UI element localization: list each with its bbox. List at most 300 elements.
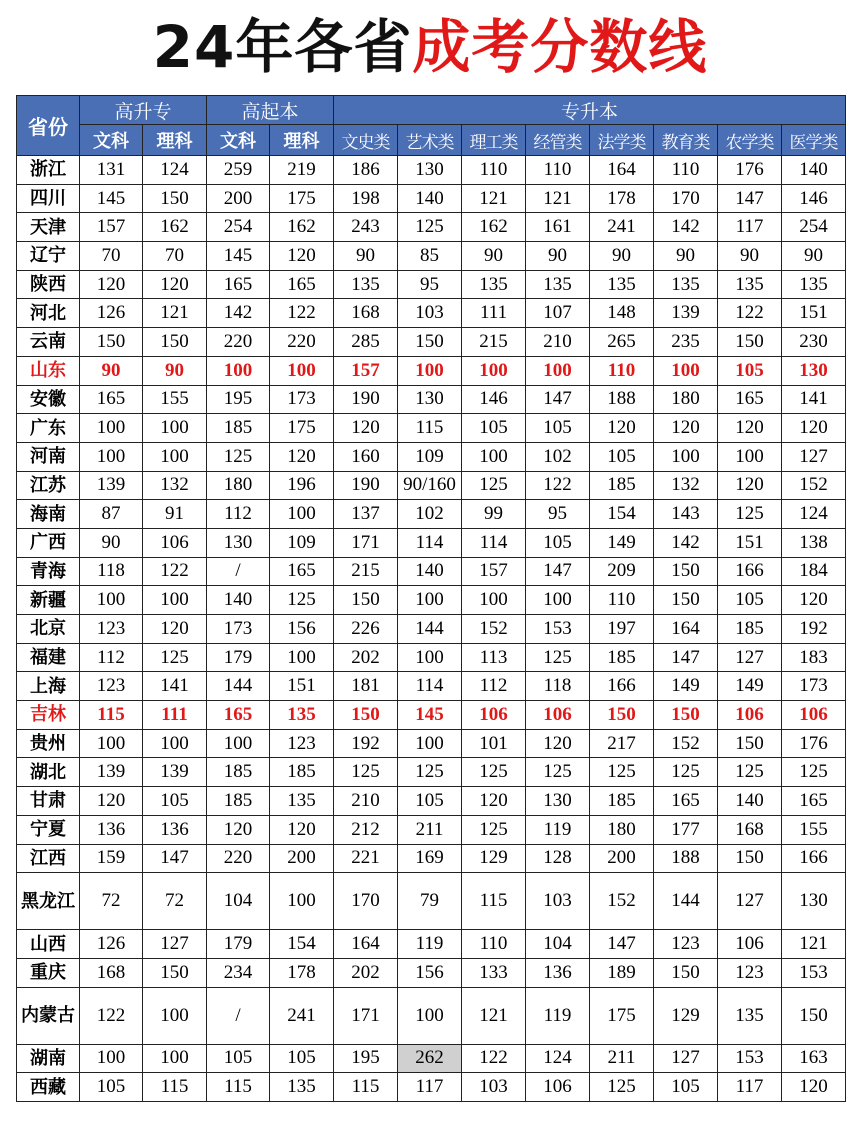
score-cell: 123 <box>80 672 143 701</box>
column-header: 文科 <box>207 125 270 156</box>
score-cell: 178 <box>590 184 654 213</box>
score-cell: 111 <box>143 701 207 730</box>
score-cell: 117 <box>718 1073 782 1102</box>
province-cell: 陕西 <box>17 270 80 299</box>
score-cell: 195 <box>207 385 270 414</box>
score-cell: 100 <box>398 643 462 672</box>
table-row <box>17 844 846 873</box>
score-cell: 262 <box>398 1044 462 1073</box>
score-cell: 220 <box>207 328 270 357</box>
score-cell: 144 <box>654 873 718 930</box>
score-cell: 163 <box>782 1044 846 1073</box>
score-cell: 100 <box>143 1044 207 1073</box>
score-cell: 124 <box>782 500 846 529</box>
score-cell: 141 <box>143 672 207 701</box>
score-cell: 106 <box>143 528 207 557</box>
score-cell: 215 <box>462 328 526 357</box>
score-cell: 125 <box>270 586 334 615</box>
province-cell: 福建 <box>17 643 80 672</box>
score-cell: 145 <box>398 701 462 730</box>
score-cell: 150 <box>718 328 782 357</box>
score-cell: / <box>207 557 270 586</box>
score-cell: 140 <box>398 557 462 586</box>
score-table <box>16 95 846 1102</box>
score-cell: 125 <box>462 471 526 500</box>
score-cell: 72 <box>80 873 143 930</box>
score-cell: 135 <box>270 701 334 730</box>
score-cell: 241 <box>270 987 334 1044</box>
score-cell: 120 <box>207 815 270 844</box>
score-cell: 151 <box>718 528 782 557</box>
score-cell: 100 <box>207 729 270 758</box>
title-part-2: 成考分数线 <box>412 13 708 81</box>
score-cell: 120 <box>654 414 718 443</box>
score-cell: 100 <box>270 500 334 529</box>
table-row <box>17 643 846 672</box>
score-cell: 166 <box>590 672 654 701</box>
score-cell: 148 <box>590 299 654 328</box>
score-cell: 105 <box>526 528 590 557</box>
score-cell: 70 <box>143 242 207 271</box>
score-cell: 180 <box>207 471 270 500</box>
score-cell: 180 <box>654 385 718 414</box>
score-cell: 103 <box>398 299 462 328</box>
score-cell: 149 <box>590 528 654 557</box>
score-cell: 211 <box>398 815 462 844</box>
score-cell: 125 <box>462 758 526 787</box>
score-cell: 157 <box>334 356 398 385</box>
score-cell: 130 <box>398 385 462 414</box>
score-cell: 90/160 <box>398 471 462 500</box>
score-cell: 185 <box>718 615 782 644</box>
score-cell: 125 <box>718 758 782 787</box>
column-header: 理工类 <box>462 125 526 156</box>
province-cell: 河北 <box>17 299 80 328</box>
score-cell: 149 <box>718 672 782 701</box>
score-cell: 144 <box>398 615 462 644</box>
score-cell: 118 <box>80 557 143 586</box>
score-cell: 100 <box>462 356 526 385</box>
score-cell: 90 <box>462 242 526 271</box>
score-cell: 142 <box>654 213 718 242</box>
score-cell: 220 <box>207 844 270 873</box>
column-header: 理科 <box>270 125 334 156</box>
score-cell: 168 <box>718 815 782 844</box>
score-cell: 140 <box>782 156 846 185</box>
score-cell: 120 <box>782 1073 846 1102</box>
score-cell: 168 <box>80 958 143 987</box>
score-cell: 190 <box>334 385 398 414</box>
score-cell: 125 <box>782 758 846 787</box>
score-cell: 119 <box>526 815 590 844</box>
score-cell: 120 <box>718 471 782 500</box>
score-cell: 153 <box>718 1044 782 1073</box>
score-cell: 157 <box>80 213 143 242</box>
table-row <box>17 213 846 242</box>
province-cell: 青海 <box>17 557 80 586</box>
score-cell: 234 <box>207 958 270 987</box>
score-cell: 197 <box>590 615 654 644</box>
score-cell: 254 <box>782 213 846 242</box>
score-cell: 147 <box>590 930 654 959</box>
score-cell: 210 <box>334 787 398 816</box>
score-cell: 154 <box>270 930 334 959</box>
score-cell: 100 <box>143 586 207 615</box>
score-cell: 125 <box>526 643 590 672</box>
score-cell: 105 <box>80 1073 143 1102</box>
score-cell: 198 <box>334 184 398 213</box>
table-row <box>17 1073 846 1102</box>
score-cell: 133 <box>462 958 526 987</box>
score-cell: 185 <box>590 471 654 500</box>
score-cell: 106 <box>462 701 526 730</box>
score-cell: 164 <box>654 615 718 644</box>
score-cell: 120 <box>270 815 334 844</box>
score-cell: 150 <box>718 844 782 873</box>
score-cell: 122 <box>143 557 207 586</box>
group-header-gaoqiben: 高起本 <box>207 96 334 125</box>
table-row <box>17 815 846 844</box>
score-cell: 139 <box>143 758 207 787</box>
score-cell: 107 <box>526 299 590 328</box>
score-cell: 211 <box>590 1044 654 1073</box>
score-cell: 103 <box>462 1073 526 1102</box>
score-cell: 200 <box>590 844 654 873</box>
score-cell: 143 <box>654 500 718 529</box>
score-cell: 120 <box>590 414 654 443</box>
score-cell: 173 <box>207 615 270 644</box>
table-row <box>17 930 846 959</box>
score-cell: 106 <box>526 701 590 730</box>
column-header: 理科 <box>143 125 207 156</box>
score-cell: 125 <box>398 758 462 787</box>
score-cell: 179 <box>207 643 270 672</box>
score-cell: 127 <box>654 1044 718 1073</box>
score-cell: 162 <box>143 213 207 242</box>
score-cell: 115 <box>143 1073 207 1102</box>
score-cell: 168 <box>334 299 398 328</box>
score-cell: 180 <box>590 815 654 844</box>
score-cell: 135 <box>334 270 398 299</box>
score-cell: 135 <box>590 270 654 299</box>
score-cell: 171 <box>334 987 398 1044</box>
table-row <box>17 328 846 357</box>
score-cell: 200 <box>270 844 334 873</box>
score-cell: 102 <box>526 442 590 471</box>
score-cell: 110 <box>462 156 526 185</box>
score-cell: 151 <box>782 299 846 328</box>
score-cell: 161 <box>526 213 590 242</box>
score-cell: 105 <box>718 356 782 385</box>
score-cell: 115 <box>80 701 143 730</box>
score-cell: 135 <box>270 787 334 816</box>
score-cell: 100 <box>270 356 334 385</box>
score-cell: 221 <box>334 844 398 873</box>
score-cell: 164 <box>590 156 654 185</box>
score-cell: 90 <box>526 242 590 271</box>
score-cell: 150 <box>334 701 398 730</box>
province-cell: 新疆 <box>17 586 80 615</box>
score-cell: 166 <box>718 557 782 586</box>
score-cell: 120 <box>143 270 207 299</box>
score-cell: 202 <box>334 958 398 987</box>
score-cell: 126 <box>80 930 143 959</box>
score-cell: 85 <box>398 242 462 271</box>
score-cell: 149 <box>654 672 718 701</box>
province-cell: 山东 <box>17 356 80 385</box>
table-row <box>17 299 846 328</box>
score-cell: 120 <box>80 270 143 299</box>
score-cell: 135 <box>718 987 782 1044</box>
score-cell: 170 <box>334 873 398 930</box>
score-cell: 155 <box>782 815 846 844</box>
score-cell: 125 <box>654 758 718 787</box>
score-cell: 100 <box>270 873 334 930</box>
score-cell: 115 <box>398 414 462 443</box>
score-cell: 178 <box>270 958 334 987</box>
province-cell: 湖南 <box>17 1044 80 1073</box>
score-cell: 165 <box>270 270 334 299</box>
column-header: 医学类 <box>782 125 846 156</box>
score-cell: 137 <box>334 500 398 529</box>
score-cell: 117 <box>718 213 782 242</box>
score-cell: 185 <box>207 758 270 787</box>
score-cell: 136 <box>526 958 590 987</box>
score-cell: 188 <box>590 385 654 414</box>
score-cell: 152 <box>462 615 526 644</box>
score-cell: 109 <box>398 442 462 471</box>
score-cell: 226 <box>334 615 398 644</box>
score-cell: 111 <box>462 299 526 328</box>
page-title <box>0 4 860 90</box>
score-cell: 115 <box>207 1073 270 1102</box>
score-cell: 120 <box>718 414 782 443</box>
score-cell: 117 <box>398 1073 462 1102</box>
score-cell: 144 <box>207 672 270 701</box>
score-cell: 165 <box>654 787 718 816</box>
score-cell: 105 <box>207 1044 270 1073</box>
score-cell: 219 <box>270 156 334 185</box>
score-cell: 100 <box>462 442 526 471</box>
score-cell: 184 <box>782 557 846 586</box>
score-cell: 154 <box>590 500 654 529</box>
score-cell: 183 <box>782 643 846 672</box>
score-cell: 123 <box>270 729 334 758</box>
table-row <box>17 615 846 644</box>
score-cell: 100 <box>398 586 462 615</box>
score-cell: 90 <box>143 356 207 385</box>
score-cell: 90 <box>718 242 782 271</box>
score-cell: 243 <box>334 213 398 242</box>
province-cell: 贵州 <box>17 729 80 758</box>
table-row <box>17 987 846 1044</box>
score-cell: 164 <box>334 930 398 959</box>
score-cell: 179 <box>207 930 270 959</box>
score-cell: 123 <box>718 958 782 987</box>
score-cell: 95 <box>526 500 590 529</box>
province-cell: 广东 <box>17 414 80 443</box>
score-cell: 112 <box>207 500 270 529</box>
score-cell: 200 <box>207 184 270 213</box>
column-header: 法学类 <box>590 125 654 156</box>
table-row <box>17 758 846 787</box>
table-row <box>17 242 846 271</box>
score-cell: 185 <box>590 643 654 672</box>
score-cell: 120 <box>270 442 334 471</box>
score-cell: 139 <box>80 471 143 500</box>
score-cell: 100 <box>270 643 334 672</box>
score-cell: 122 <box>80 987 143 1044</box>
score-cell: 185 <box>207 414 270 443</box>
score-cell: 90 <box>334 242 398 271</box>
province-cell: 甘肃 <box>17 787 80 816</box>
score-cell: 146 <box>782 184 846 213</box>
score-cell: 105 <box>143 787 207 816</box>
score-cell: 100 <box>143 729 207 758</box>
score-cell: 254 <box>207 213 270 242</box>
score-cell: 72 <box>143 873 207 930</box>
score-cell: 121 <box>143 299 207 328</box>
score-cell: 215 <box>334 557 398 586</box>
province-cell: 海南 <box>17 500 80 529</box>
table-row <box>17 1044 846 1073</box>
score-cell: 141 <box>782 385 846 414</box>
score-cell: 100 <box>80 414 143 443</box>
score-cell: 130 <box>398 156 462 185</box>
table-row <box>17 787 846 816</box>
table-row <box>17 156 846 185</box>
score-cell: 145 <box>80 184 143 213</box>
score-cell: 109 <box>270 528 334 557</box>
score-cell: 147 <box>143 844 207 873</box>
score-cell: 169 <box>398 844 462 873</box>
score-cell: 127 <box>782 442 846 471</box>
score-cell: 100 <box>80 442 143 471</box>
score-cell: 165 <box>207 270 270 299</box>
score-cell: 186 <box>334 156 398 185</box>
score-cell: 188 <box>654 844 718 873</box>
score-cell: 235 <box>654 328 718 357</box>
score-cell: 120 <box>782 414 846 443</box>
score-cell: 153 <box>782 958 846 987</box>
score-cell: 106 <box>718 701 782 730</box>
score-cell: 139 <box>654 299 718 328</box>
score-cell: 118 <box>526 672 590 701</box>
score-cell: 131 <box>80 156 143 185</box>
score-cell: 152 <box>590 873 654 930</box>
score-cell: 100 <box>398 987 462 1044</box>
score-cell: 147 <box>654 643 718 672</box>
score-cell: 135 <box>782 270 846 299</box>
score-cell: 241 <box>590 213 654 242</box>
score-cell: 100 <box>526 586 590 615</box>
score-cell: 150 <box>654 701 718 730</box>
score-cell: 105 <box>398 787 462 816</box>
score-cell: 120 <box>462 787 526 816</box>
column-header: 教育类 <box>654 125 718 156</box>
score-cell: 114 <box>398 672 462 701</box>
score-cell: 142 <box>654 528 718 557</box>
title-part-1: 24年各省 <box>152 13 413 81</box>
score-cell: 202 <box>334 643 398 672</box>
table-row <box>17 385 846 414</box>
score-cell: 119 <box>398 930 462 959</box>
score-cell: 122 <box>270 299 334 328</box>
score-cell: 176 <box>782 729 846 758</box>
score-cell: 185 <box>590 787 654 816</box>
score-cell: 145 <box>207 242 270 271</box>
table-row <box>17 701 846 730</box>
score-cell: 135 <box>462 270 526 299</box>
column-header: 艺术类 <box>398 125 462 156</box>
table-row <box>17 414 846 443</box>
score-cell: 100 <box>143 987 207 1044</box>
score-cell: 159 <box>80 844 143 873</box>
score-cell: 220 <box>270 328 334 357</box>
score-cell: 90 <box>782 242 846 271</box>
table-row <box>17 500 846 529</box>
score-cell: 135 <box>270 1073 334 1102</box>
province-cell: 吉林 <box>17 701 80 730</box>
score-cell: 192 <box>334 729 398 758</box>
score-cell: 162 <box>270 213 334 242</box>
table-row <box>17 528 846 557</box>
score-cell: 101 <box>462 729 526 758</box>
score-cell: 192 <box>782 615 846 644</box>
score-cell: 150 <box>718 729 782 758</box>
score-cell: 285 <box>334 328 398 357</box>
score-cell: 150 <box>782 987 846 1044</box>
table-body <box>17 156 846 1102</box>
table-row <box>17 442 846 471</box>
score-cell: 105 <box>654 1073 718 1102</box>
score-cell: 124 <box>526 1044 590 1073</box>
score-cell: 110 <box>654 156 718 185</box>
score-cell: 123 <box>80 615 143 644</box>
score-cell: 122 <box>462 1044 526 1073</box>
score-cell: 212 <box>334 815 398 844</box>
province-cell: 宁夏 <box>17 815 80 844</box>
score-cell: 173 <box>782 672 846 701</box>
table-row <box>17 557 846 586</box>
score-cell: 190 <box>334 471 398 500</box>
score-cell: 113 <box>462 643 526 672</box>
score-cell: 110 <box>590 356 654 385</box>
score-cell: 125 <box>718 500 782 529</box>
score-cell: 209 <box>590 557 654 586</box>
score-cell: 121 <box>462 987 526 1044</box>
score-cell: 189 <box>590 958 654 987</box>
score-cell: 160 <box>334 442 398 471</box>
score-cell: 95 <box>398 270 462 299</box>
score-cell: 150 <box>143 328 207 357</box>
score-cell: 176 <box>718 156 782 185</box>
score-cell: 120 <box>334 414 398 443</box>
score-cell: 155 <box>143 385 207 414</box>
score-cell: 135 <box>654 270 718 299</box>
score-cell: 165 <box>782 787 846 816</box>
score-cell: 100 <box>654 442 718 471</box>
score-cell: 100 <box>207 356 270 385</box>
table-row <box>17 356 846 385</box>
score-cell: 165 <box>270 557 334 586</box>
score-cell: 102 <box>398 500 462 529</box>
score-cell: 87 <box>80 500 143 529</box>
score-cell: 130 <box>526 787 590 816</box>
score-cell: 110 <box>462 930 526 959</box>
score-cell: 123 <box>654 930 718 959</box>
score-cell: 105 <box>590 442 654 471</box>
